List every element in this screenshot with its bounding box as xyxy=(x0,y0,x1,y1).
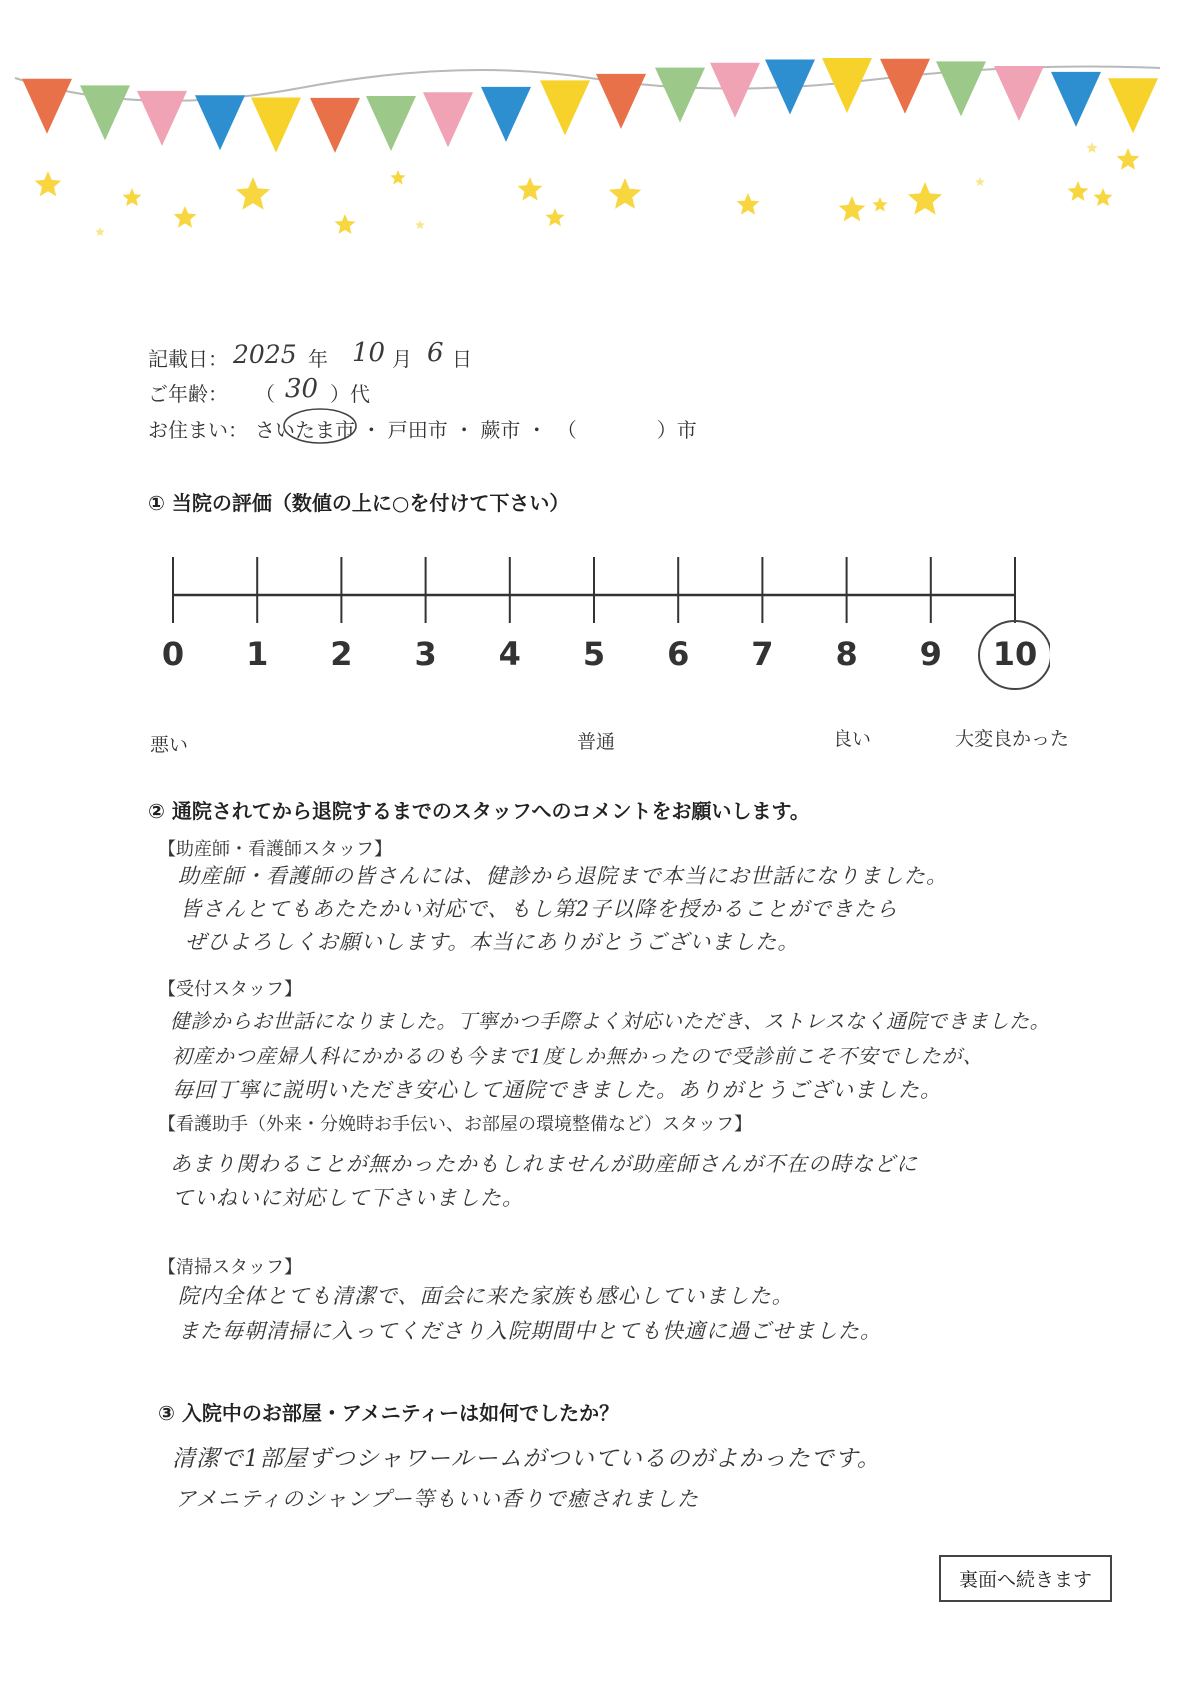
continue-on-back-box: 裏面へ続きます xyxy=(939,1555,1112,1602)
date-day-unit: 日 xyxy=(452,347,472,371)
bunting-flag xyxy=(22,79,72,134)
date-month-unit: 月 xyxy=(392,347,412,371)
staff-heading-reception: 【受付スタッフ】 xyxy=(158,979,302,1000)
bunting-flag xyxy=(251,98,301,153)
bunting-flag xyxy=(1051,72,1101,127)
residence-circle-mark xyxy=(280,404,360,448)
comment-line: ていねいに対応して下さいました。 xyxy=(172,1186,524,1210)
comment-line: 皆さんとてもあたたかい対応で、もし第2子以降を授かることができたら xyxy=(180,897,898,921)
bunting-flag xyxy=(936,61,986,116)
star-decoration xyxy=(95,227,105,236)
star-decoration xyxy=(1086,142,1097,153)
scale-label-normal: 普通 xyxy=(577,731,616,753)
section3-title: ③ 入院中のお部屋・アメニティーは如何でしたか？ xyxy=(158,1401,620,1425)
bunting-flag xyxy=(655,68,705,123)
bunting-flag xyxy=(195,95,245,150)
date-label: 記載日： xyxy=(148,347,228,371)
comment-line: アメニティのシャンプー等もいい香りで癒されました xyxy=(175,1487,700,1511)
staff-heading-cleaning: 【清掃スタッフ】 xyxy=(158,1257,302,1278)
star-decoration xyxy=(335,214,356,234)
star-decoration xyxy=(236,177,270,210)
date-day-value: 6 xyxy=(427,338,444,368)
comment-line: 助産師・看護師の皆さんには、健診から退院まで本当にお世話になりました。 xyxy=(178,864,948,888)
bunting-flag xyxy=(310,98,360,153)
star-decoration xyxy=(390,170,405,185)
comment-line: 清潔で1部屋ずつシャワールームがついているのがよかったです。 xyxy=(172,1446,881,1472)
star-decoration xyxy=(908,182,942,215)
scale-tick-label: 3 xyxy=(414,635,437,673)
star-decoration xyxy=(609,178,641,209)
staff-heading-nursing-assistant: 【看護助手（外来・分娩時お手伝い、お部屋の環境整備など）スタッフ】 xyxy=(158,1114,752,1135)
bunting-flag xyxy=(423,92,473,147)
rating-scale xyxy=(150,545,1050,695)
star-decoration xyxy=(975,177,985,186)
bunting-flag xyxy=(994,66,1044,121)
star-decoration xyxy=(546,208,565,226)
comment-line: ぜひよろしくお願いします。本当にありがとうございました。 xyxy=(185,930,800,954)
scale-tick-label: 5 xyxy=(582,635,606,673)
scale-tick-label: 2 xyxy=(330,635,353,673)
bunting-decoration xyxy=(0,0,1190,270)
comment-line: あまり関わることが無かったかもしれませんが助産師さんが不在の時などに xyxy=(170,1152,918,1176)
bunting-flag xyxy=(366,96,416,151)
star-decoration xyxy=(518,177,543,201)
scale-tick-label: 0 xyxy=(161,635,185,673)
comment-line: 健診からお世話になりました。丁寧かつ手際よく対応いただき、ストレスなく通院できました。 xyxy=(170,1009,1051,1033)
scale-tick-label: 6 xyxy=(667,635,690,673)
bunting-flag xyxy=(540,80,590,135)
star-decoration xyxy=(123,188,142,206)
scale-tick-label: 10 xyxy=(992,635,1038,673)
bunting-flag xyxy=(596,74,646,129)
scale-tick-label: 8 xyxy=(835,635,858,673)
star-decoration xyxy=(1117,148,1140,170)
section1-title: ① 当院の評価（数値の上に○を付けて下さい） xyxy=(148,491,570,515)
star-decoration xyxy=(1094,188,1113,206)
comment-line: 院内全体とても清潔で、面会に来た家族も感心していました。 xyxy=(178,1284,794,1308)
age-open-paren: （ xyxy=(255,382,275,406)
staff-heading-midwife-nurse: 【助産師・看護師スタッフ】 xyxy=(158,839,392,860)
comment-line: また毎朝清掃に入ってくださり入院期間中とても快適に過ごせました。 xyxy=(178,1319,882,1343)
age-value: 30 xyxy=(285,374,319,404)
star-decoration xyxy=(872,197,887,212)
residence-options: さいたま市 ・ 戸田市 ・ 蕨市 ・ （ ）市 xyxy=(255,418,697,442)
scale-label-bad: 悪い xyxy=(150,734,189,756)
scale-label-very-good: 大変良かった xyxy=(955,728,1070,750)
comment-line: 初産かつ産婦人科にかかるのも今まで1度しか無かったので受診前こそ不安でしたが、 xyxy=(172,1044,984,1068)
section2-title: ② 通院されてから退院するまでのスタッフへのコメントをお願いします。 xyxy=(148,799,810,823)
star-decoration xyxy=(839,196,866,221)
date-year-unit: 年 xyxy=(308,347,328,371)
star-decoration xyxy=(35,171,62,196)
age-close-paren: ）代 xyxy=(330,382,370,406)
bunting-flag xyxy=(710,63,760,118)
bunting-flag xyxy=(822,58,872,113)
age-label: ご年齢： xyxy=(148,382,228,406)
date-year-value: 2025 xyxy=(233,340,297,369)
comment-line: 毎回丁寧に説明いただき安心して通院できました。ありがとうございました。 xyxy=(172,1078,942,1102)
star-decoration xyxy=(1068,181,1089,201)
scale-label-good: 良い xyxy=(833,728,872,750)
star-decoration xyxy=(737,193,760,215)
bunting-flag xyxy=(1108,78,1158,133)
star-decoration xyxy=(174,206,197,228)
scale-tick-label: 1 xyxy=(246,635,269,673)
bunting-flag xyxy=(80,85,130,140)
scale-tick-label: 4 xyxy=(498,635,521,673)
bunting-flag xyxy=(137,91,187,146)
date-month-value: 10 xyxy=(352,338,386,368)
scale-tick-label: 7 xyxy=(751,635,774,673)
scale-tick-label: 9 xyxy=(919,635,942,673)
bunting-flag xyxy=(880,59,930,114)
bunting-flag xyxy=(481,87,531,142)
star-decoration xyxy=(415,220,425,229)
residence-label: お住まい： xyxy=(148,418,248,442)
